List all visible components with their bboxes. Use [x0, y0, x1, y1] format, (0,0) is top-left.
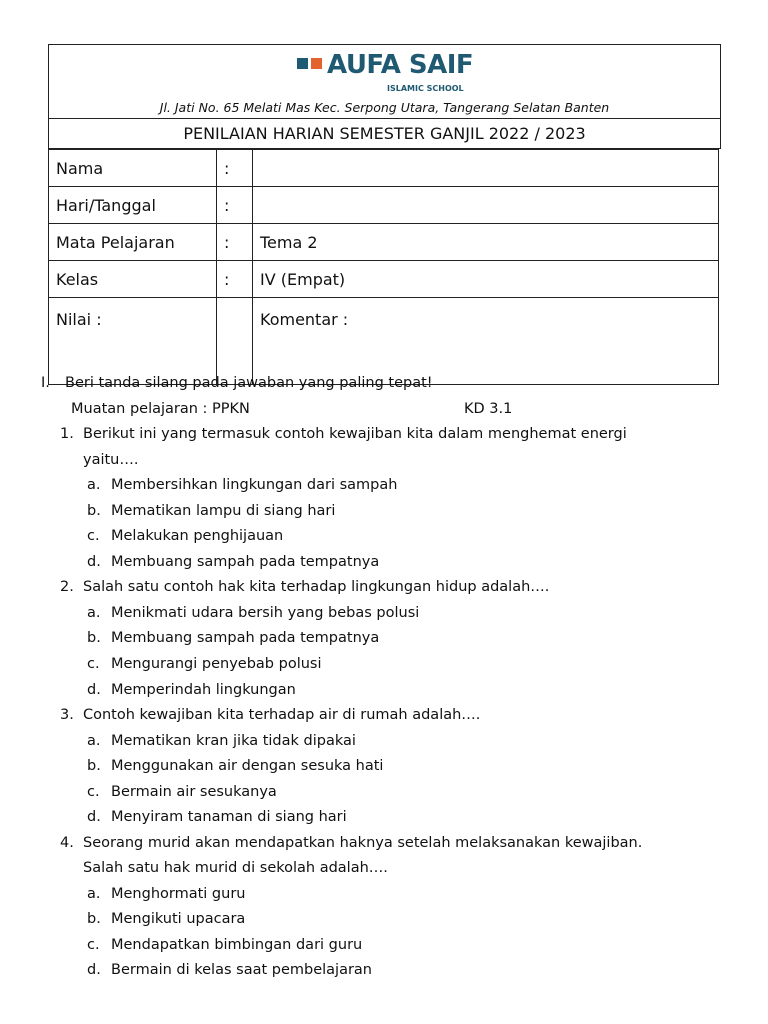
option-letter[interactable]: b. — [87, 630, 101, 646]
option-text[interactable]: Membuang sampah pada tempatnya — [111, 554, 380, 570]
kelas-value: IV (Empat) — [253, 261, 719, 298]
option-text[interactable]: Memperindah lingkungan — [111, 682, 296, 698]
option-letter[interactable]: b. — [87, 758, 101, 774]
option-text[interactable]: Bermain air sesukanya — [111, 784, 277, 800]
option-letter[interactable]: b. — [87, 503, 101, 519]
question-number: 2. — [60, 579, 74, 595]
mapel-label: Mata Pelajaran — [49, 224, 217, 261]
hari-label: Hari/Tanggal — [49, 187, 217, 224]
section-numeral: I. — [41, 375, 50, 391]
option-text[interactable]: Menikmati udara bersih yang bebas polusi — [111, 605, 420, 621]
nama-label: Nama — [49, 150, 217, 187]
option-letter[interactable]: a. — [87, 886, 101, 902]
option-letter[interactable]: a. — [87, 733, 101, 749]
exam-header — [48, 44, 721, 385]
info-row-mapel — [49, 224, 719, 261]
option-text[interactable]: Mematikan lampu di siang hari — [111, 503, 336, 519]
option-text[interactable]: Menyiram tanaman di siang hari — [111, 809, 347, 825]
hari-field[interactable] — [253, 187, 719, 224]
info-row-kelas — [49, 261, 719, 298]
option-text[interactable]: Menghormati guru — [111, 886, 246, 902]
logo-square-blue — [297, 58, 308, 69]
kelas-colon: : — [217, 261, 253, 298]
option-text[interactable]: Mematikan kran jika tidak dipakai — [111, 733, 356, 749]
option-text[interactable]: Bermain di kelas saat pembelajaran — [111, 962, 372, 978]
logo-subtitle: ISLAMIC SCHOOL — [387, 84, 464, 93]
option-text[interactable]: Membuang sampah pada tempatnya — [111, 630, 380, 646]
info-row-hari — [49, 187, 719, 224]
option-text[interactable]: Mendapatkan bimbingan dari guru — [111, 937, 363, 953]
option-letter[interactable]: c. — [87, 656, 100, 672]
option-letter[interactable]: c. — [87, 528, 100, 544]
option-letter[interactable]: c. — [87, 784, 100, 800]
header-table — [48, 44, 721, 149]
option-text[interactable]: Mengikuti upacara — [111, 911, 246, 927]
section-instruction: Beri tanda silang pada jawaban yang paling tepat! — [65, 375, 433, 391]
komentar-label: Komentar : — [253, 298, 719, 385]
nilai-blank[interactable] — [217, 298, 253, 385]
question-text: Contoh kewajiban kita terhadap air di rumah adalah…. — [83, 707, 481, 723]
question-number: 4. — [60, 835, 74, 851]
info-row-nama — [49, 150, 719, 187]
mapel-colon: : — [217, 224, 253, 261]
question-number: 1. — [60, 426, 74, 442]
hari-colon: : — [217, 187, 253, 224]
option-letter[interactable]: d. — [87, 809, 101, 825]
logo-cell — [49, 45, 721, 119]
info-row-nilai — [49, 298, 719, 385]
school-address: Jl. Jati No. 65 Melati Mas Kec. Serpong Utara, Tangerang Selatan Banten — [159, 100, 610, 115]
question-text: Salah satu contoh hak kita terhadap lingkungan hidup adalah…. — [83, 579, 550, 595]
question-number: 3. — [60, 707, 74, 723]
student-info-table — [48, 149, 719, 385]
logo-name: AUFA SAIF — [327, 50, 474, 80]
question-text-cont: Salah satu hak murid di sekolah adalah…. — [83, 860, 388, 876]
question-text: Berikut ini yang termasuk contoh kewajiban kita dalam menghemat energi — [83, 426, 627, 442]
option-letter[interactable]: d. — [87, 682, 101, 698]
kd-code: KD 3.1 — [464, 401, 513, 417]
option-letter[interactable]: c. — [87, 937, 100, 953]
nama-field[interactable] — [253, 150, 719, 187]
nama-colon: : — [217, 150, 253, 187]
option-letter[interactable]: d. — [87, 554, 101, 570]
question-text: Seorang murid akan mendapatkan haknya setelah melaksanakan kewajiban. — [83, 835, 643, 851]
option-letter[interactable]: d. — [87, 962, 101, 978]
exam-title: PENILAIAN HARIAN SEMESTER GANJIL 2022 / 2023 — [49, 119, 721, 149]
nilai-label: Nilai : — [49, 298, 217, 385]
kelas-label: Kelas — [49, 261, 217, 298]
school-logo — [297, 50, 474, 93]
option-text[interactable]: Melakukan penghijauan — [111, 528, 284, 544]
option-letter[interactable]: a. — [87, 605, 101, 621]
question-text-cont: yaitu…. — [83, 452, 139, 468]
option-text[interactable]: Mengurangi penyebab polusi — [111, 656, 322, 672]
option-letter[interactable]: b. — [87, 911, 101, 927]
option-text[interactable]: Menggunakan air dengan sesuka hati — [111, 758, 384, 774]
muatan-pelajaran: Muatan pelajaran : PPKN — [71, 401, 250, 417]
option-letter[interactable]: a. — [87, 477, 101, 493]
mapel-value: Tema 2 — [253, 224, 719, 261]
option-text[interactable]: Membersihkan lingkungan dari sampah — [111, 477, 398, 493]
logo-square-orange — [311, 58, 322, 69]
